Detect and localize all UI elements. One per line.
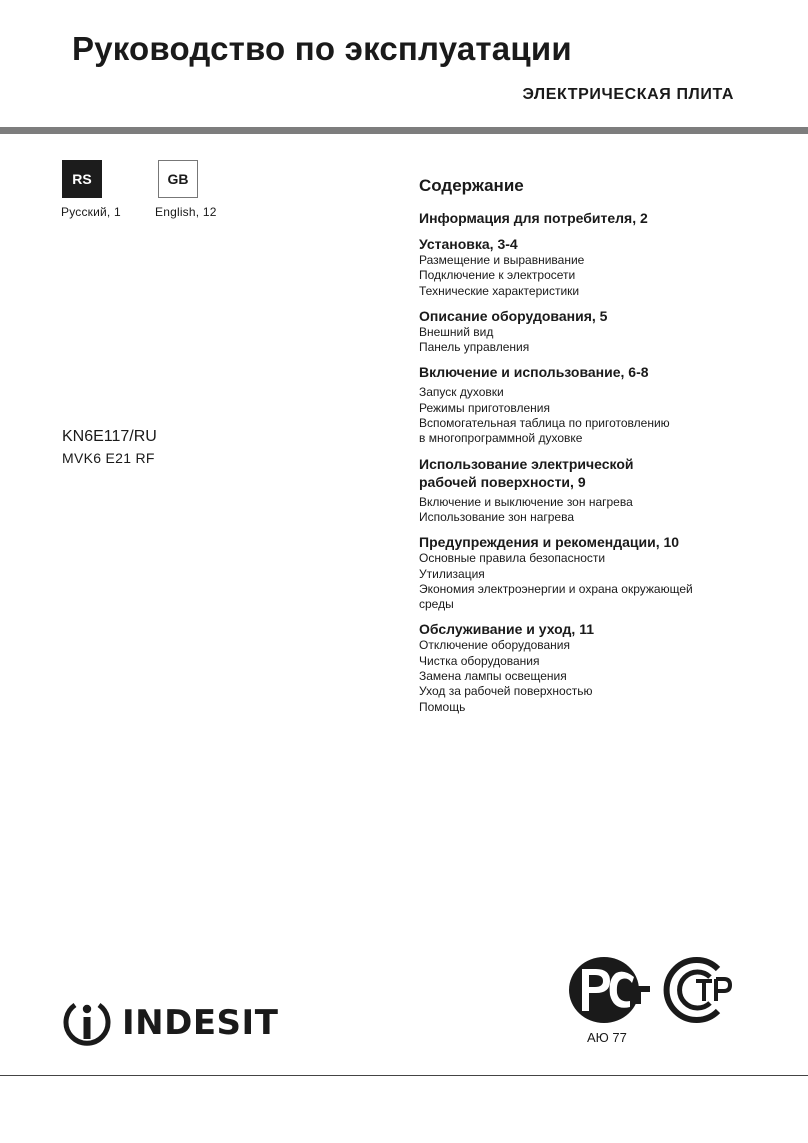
toc-item: Чистка оборудования bbox=[419, 653, 540, 668]
toc-item: Подключение к электросети bbox=[419, 268, 576, 283]
toc-item: Помощь bbox=[419, 699, 466, 714]
toc-item: Панель управления bbox=[419, 340, 530, 355]
model-number-secondary: MVK6 E21 RF bbox=[62, 450, 155, 466]
toc-section-title: Установка, 3-4 bbox=[419, 236, 518, 252]
toc-section-title: Включение и использование, 6-8 bbox=[419, 364, 649, 381]
toc-item: Запуск духовки bbox=[419, 385, 504, 400]
toc-item: среды bbox=[419, 597, 454, 612]
toc-section-title: Описание оборудования, 5 bbox=[419, 307, 608, 324]
toc-item: Отключение оборудования bbox=[419, 638, 570, 653]
product-type: ЭЛЕКТРИЧЕСКАЯ ПЛИТА bbox=[522, 86, 734, 103]
toc-item: Режимы приготовления bbox=[419, 400, 550, 415]
toc-section-title: Предупреждения и рекомендации, 10 bbox=[419, 534, 680, 551]
toc-item: Использование зон нагрева bbox=[419, 509, 575, 524]
toc-section-title-continued: рабочей поверхности, 9 bbox=[419, 473, 586, 490]
footer-divider bbox=[0, 1075, 808, 1076]
certification-code: АЮ 77 bbox=[587, 1030, 627, 1045]
language-caption-rs: Русский, 1 bbox=[61, 205, 121, 219]
toc-item: Размещение и выравнивание bbox=[419, 253, 585, 267]
toc-item: Включение и выключение зон нагрева bbox=[419, 494, 633, 509]
brand-name: INDESIT bbox=[122, 1003, 279, 1043]
model-number-primary: KN6E117/RU bbox=[62, 428, 157, 445]
language-badge-gb: GB bbox=[158, 160, 198, 198]
toc-section bbox=[419, 307, 789, 356]
toc-item: Экономия электроэнергии и охрана окружающей bbox=[419, 581, 693, 596]
toc-section-title: Использование электрической bbox=[419, 455, 634, 472]
toc-section-title: Информация для потребителя, 2 bbox=[419, 210, 648, 226]
ctr-certification-mark bbox=[658, 955, 736, 1025]
toc-item: Уход за рабочей поверхностью bbox=[419, 684, 593, 699]
header-divider bbox=[0, 127, 808, 134]
toc-section bbox=[419, 363, 789, 446]
language-caption-gb: English, 12 bbox=[155, 205, 217, 219]
toc-section bbox=[419, 235, 789, 299]
document-title: Руководство по эксплуатации bbox=[72, 30, 572, 67]
toc-item: Утилизация bbox=[419, 566, 485, 581]
toc-item: в многопрограммной духовке bbox=[419, 431, 583, 446]
toc-section bbox=[419, 209, 789, 227]
toc-section bbox=[419, 620, 789, 714]
toc-item: Технические характеристики bbox=[419, 283, 580, 298]
rst-certification-mark bbox=[566, 955, 652, 1025]
toc-section-title: Обслуживание и уход, 11 bbox=[419, 621, 595, 638]
toc-item: Вспомогательная таблица по приготовлению bbox=[419, 416, 670, 431]
toc-section bbox=[419, 455, 789, 526]
language-badge-rs: RS bbox=[62, 160, 102, 198]
table-of-contents bbox=[419, 176, 789, 723]
toc-section bbox=[419, 533, 789, 612]
indesit-logo-icon bbox=[60, 996, 114, 1050]
toc-heading: Содержание bbox=[419, 176, 524, 195]
toc-item: Замена лампы освещения bbox=[419, 669, 567, 684]
toc-item: Внешний вид bbox=[419, 324, 494, 339]
toc-item: Основные правила безопасности bbox=[419, 551, 606, 566]
brand-logo bbox=[60, 996, 278, 1050]
